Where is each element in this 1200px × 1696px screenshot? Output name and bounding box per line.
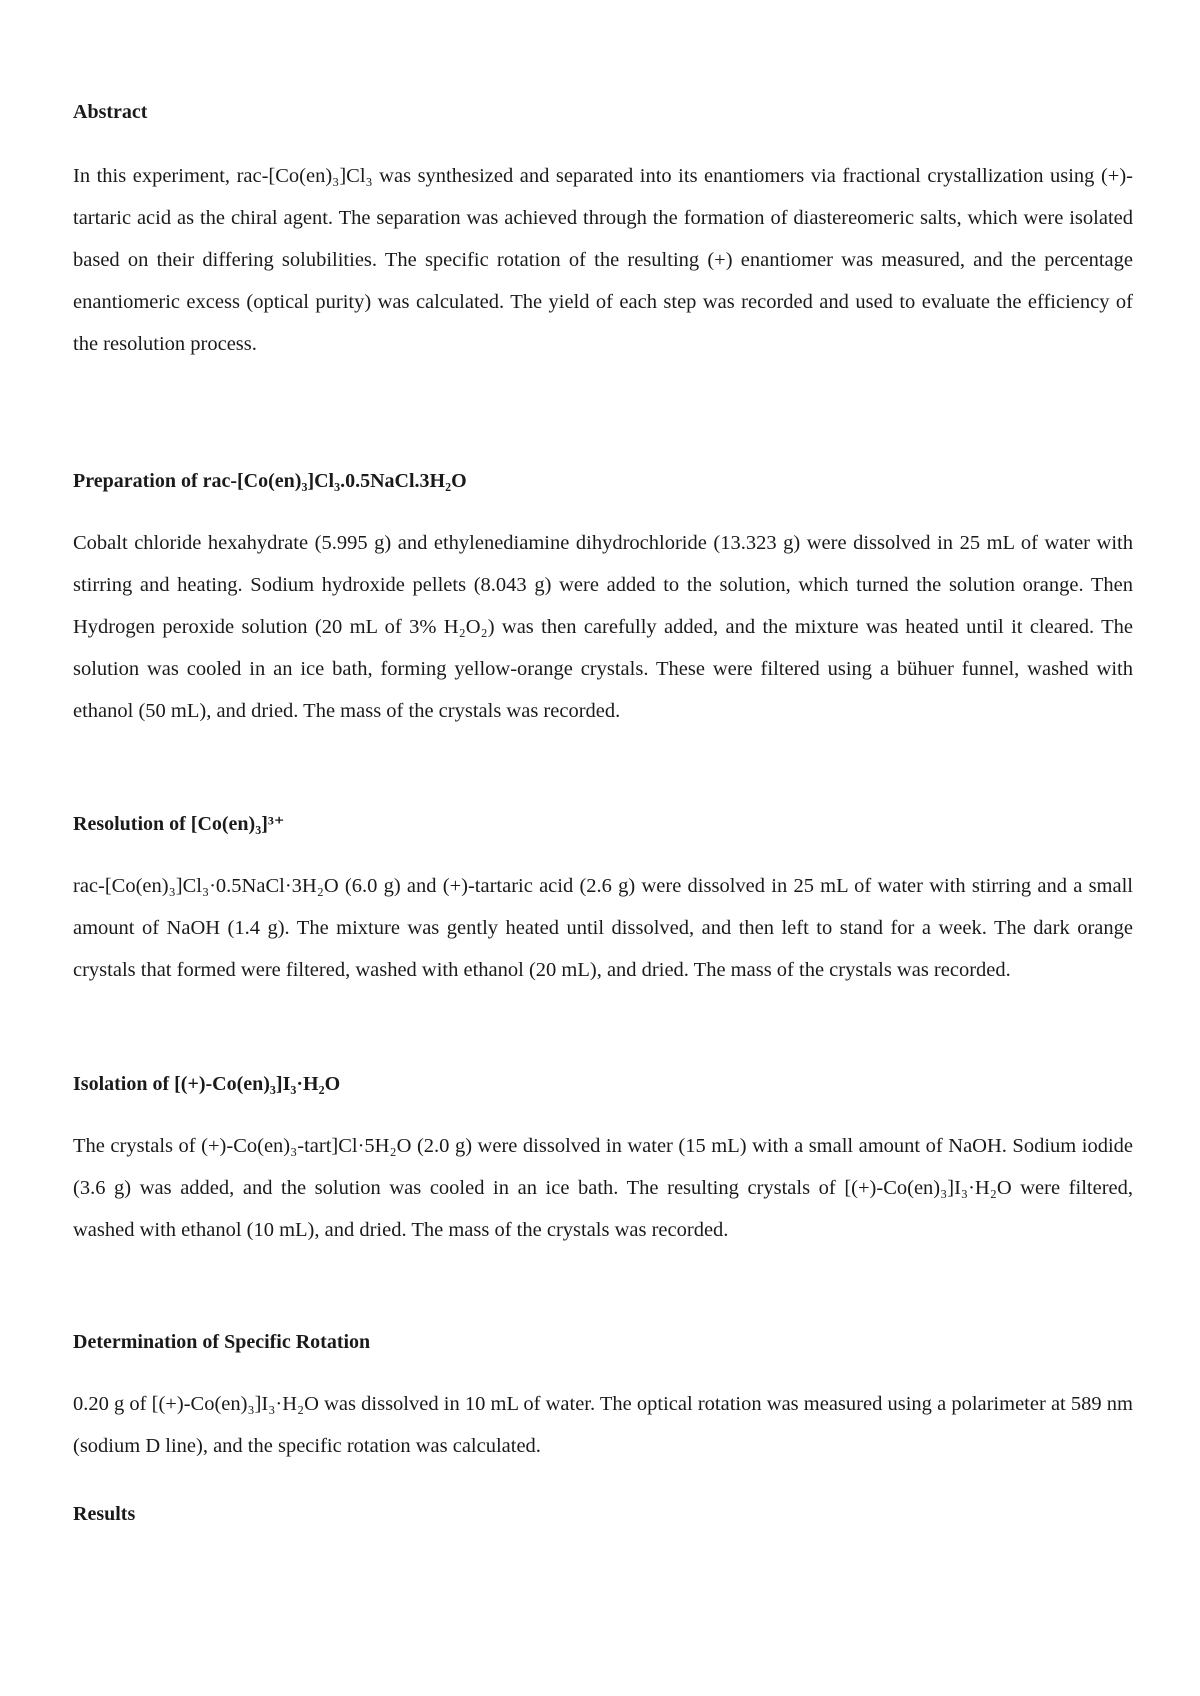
resolution-heading: Resolution of [Co(en)₃]³⁺ (73, 813, 285, 835)
preparation-heading: Preparation of rac-[Co(en)₃]Cl₃.0.5NaCl.3H₂O (73, 470, 467, 492)
preparation-paragraph: Cobalt chloride hexahydrate (5.995 g) and ethylenediamine dihydrochloride (13.323 g) were dissolved in 25 mL of water with stirring and heating. Sodium hydroxide pellets (8.043 g) were added to the solution, which turned the solution orange. Then Hydrogen peroxide solution (20 mL of 3% H₂O₂) was then carefully added, and the mixture was heated until it cleared. The solution was cooled in an ice bath, forming yellow-orange crystals. These were filtered using a bühuer funnel, washed with ethanol (50 mL), and dried. The mass of the crystals was recorded. (73, 532, 1133, 722)
abstract-heading: Abstract (73, 101, 148, 123)
rotation-heading: Determination of Specific Rotation (73, 1331, 371, 1353)
isolation-paragraph: The crystals of (+)-Co(en)₃-tart]Cl·5H₂O (2.0 g) were dissolved in water (15 mL) with a small amount of NaOH. Sodium iodide (3.6 g) was added, and the solution was cooled in an ice bath. The resulting crystals of [(+)-Co(en)₃]I₃·H₂O were filtered, washed with ethanol (10 mL), and dried. The mass of the crystals was recorded. (73, 1135, 1133, 1241)
isolation-heading: Isolation of [(+)-Co(en)₃]I₃·H₂O (73, 1073, 341, 1095)
results-heading: Results (73, 1503, 136, 1525)
resolution-paragraph: rac-[Co(en)₃]Cl₃·0.5NaCl·3H₂O (6.0 g) and (+)-tartaric acid (2.6 g) were dissolved in 25 mL of water with stirring and a small amount of NaOH (1.4 g). The mixture was gently heated until dissolved, and then left to stand for a week. The dark orange crystals that formed were filtered, washed with ethanol (20 mL), and dried. The mass of the crystals was recorded. (73, 875, 1133, 981)
rotation-paragraph: 0.20 g of [(+)-Co(en)₃]I₃·H₂O was dissolved in 10 mL of water. The optical rotation was measured using a polarimeter at 589 nm (sodium D line), and the specific rotation was calculated. (73, 1393, 1133, 1457)
abstract-paragraph: In this experiment, rac-[Co(en)₃]Cl₃ was synthesized and separated into its enantiomers via fractional crystallization using (+)-tartaric acid as the chiral agent. The separation was achieved through the formation of diastereomeric salts, which were isolated based on their differing solubilities. The specific rotation of the resulting (+) enantiomer was measured, and the percentage enantiomeric excess (optical purity) was calculated. The yield of each step was recorded and used to evaluate the efficiency of the resolution process. (73, 165, 1133, 355)
